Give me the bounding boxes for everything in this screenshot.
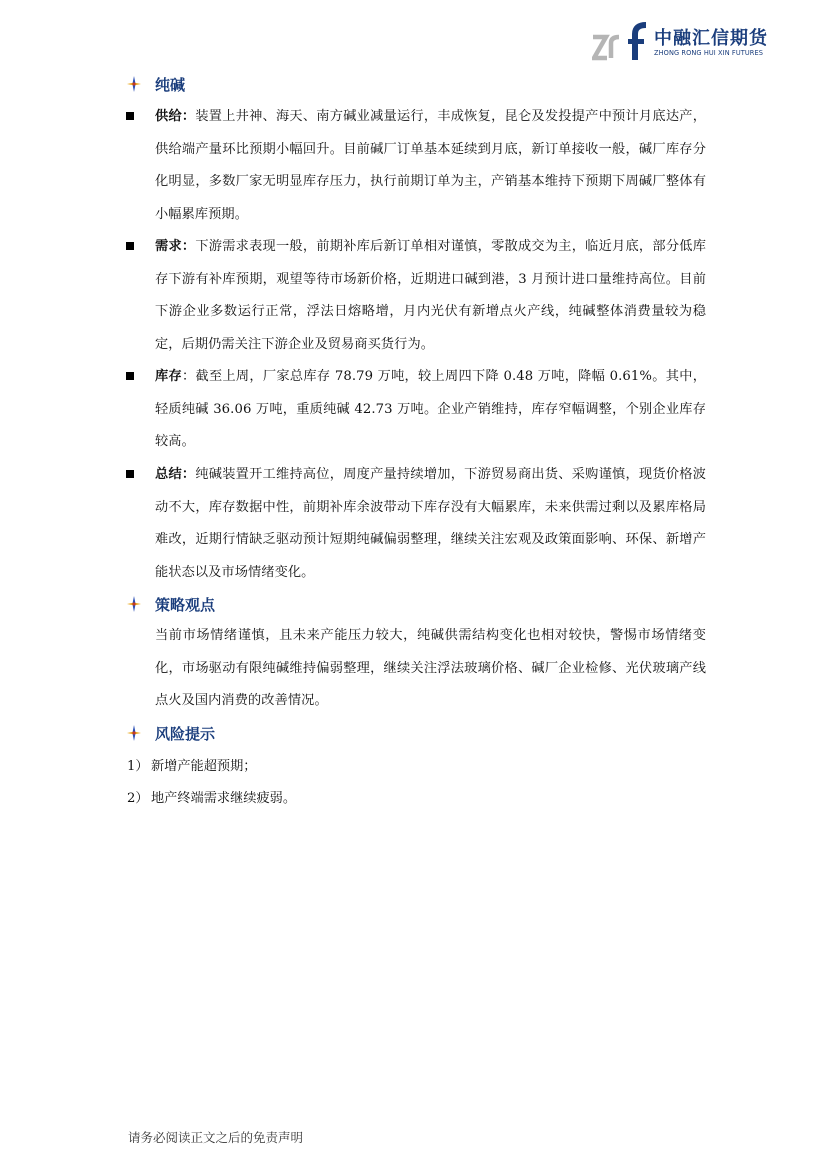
list-item-demand — [126, 231, 706, 361]
item-text: 纯碱装置开工维持高位，周度产量持续增加，下游贸易商出货、采购谨慎，现货价格波动不大，库存数据中性，前期补库余波带动下库存没有大幅累库，未来供需过剩以及累库格局难改，近期行情缺乏驱动预计短期纯碱偏弱整理，继续关注宏观及政策面影响、环保、新增产能状态以及市场情绪变化。 — [155, 467, 706, 580]
item-text: ：截至上周，厂家总库存 78.79 万吨，较上周四下降 0.48 万吨，降幅 0.61%。其中，轻质纯碱 36.06 万吨，重质纯碱 42.73 万吨。企业产销维持，库存窄幅调整，个别企业库存较高。 — [155, 369, 706, 450]
item-text: 下游需求表现一般，前期补库后新订单相对谨慎，零散成交为主，临近月底，部分低库存下游有补库预期，观望等待市场新价格，近期进口碱到港，3 月预计进口量维持高位。目前下游企业多数运行正常，浮法日熔略增，月内光伏有新增点火产线，纯碱整体消费量较为稳定，后期仍需关注下游企业及贸易商买货行为。 — [155, 239, 706, 352]
square-bullet-icon — [126, 470, 134, 478]
risk-text: 地产终端需求继续疲弱。 — [151, 791, 297, 806]
section-heading-risk: 风险提示 — [124, 721, 215, 745]
section-heading-soda-ash: 纯碱 — [124, 72, 185, 96]
section-heading-strategy: 策略观点 — [124, 592, 215, 616]
item-label: 库存 — [155, 369, 182, 384]
item-text: 装置上井神、海天、南方碱业减量运行，丰成恢复，昆仑及发投提产中预计月底达产，供给端产量环比预期小幅回升。目前碱厂订单基本延续到月底，新订单接收一般，碱厂库存分化明显，多数厂家无明显库存压力，执行前期订单为主，产销基本维持下预期下周碱厂整体有小幅累库预期。 — [155, 109, 706, 222]
risk-number: 2） — [127, 791, 149, 806]
item-label: 总结： — [155, 467, 196, 482]
square-bullet-icon — [126, 372, 134, 380]
list-item-inventory — [126, 361, 706, 459]
risk-item-2 — [127, 789, 296, 809]
risk-text: 新增产能超预期； — [151, 759, 257, 774]
risk-number: 1） — [127, 759, 149, 774]
square-bullet-icon — [126, 242, 134, 250]
zrf-logo-icon — [592, 22, 648, 62]
compass-star-icon — [124, 594, 144, 614]
strategy-paragraph: 当前市场情绪谨慎，且未来产能压力较大，纯碱供需结构变化也相对较快，警惕市场情绪变化，市场驱动有限纯碱维持偏弱整理，继续关注浮法玻璃价格、碱厂企业检修、光伏玻璃产线点火及国内消费的改善情况。 — [155, 628, 706, 709]
logo-chinese-name: 中融汇信期货 — [654, 28, 768, 49]
item-label: 供给： — [155, 109, 196, 124]
company-logo — [592, 22, 782, 64]
risk-item-1 — [127, 757, 257, 777]
square-bullet-icon — [126, 112, 134, 120]
item-label: 需求： — [155, 239, 196, 254]
compass-star-icon — [124, 74, 144, 94]
list-item-supply — [126, 101, 706, 231]
disclaimer-footer: 请务必阅读正文之后的免责声明 — [128, 1130, 304, 1145]
compass-star-icon — [124, 723, 144, 743]
logo-english-name: ZHONG RONG HUI XIN FUTURES — [654, 49, 764, 57]
list-item-summary — [126, 459, 706, 589]
